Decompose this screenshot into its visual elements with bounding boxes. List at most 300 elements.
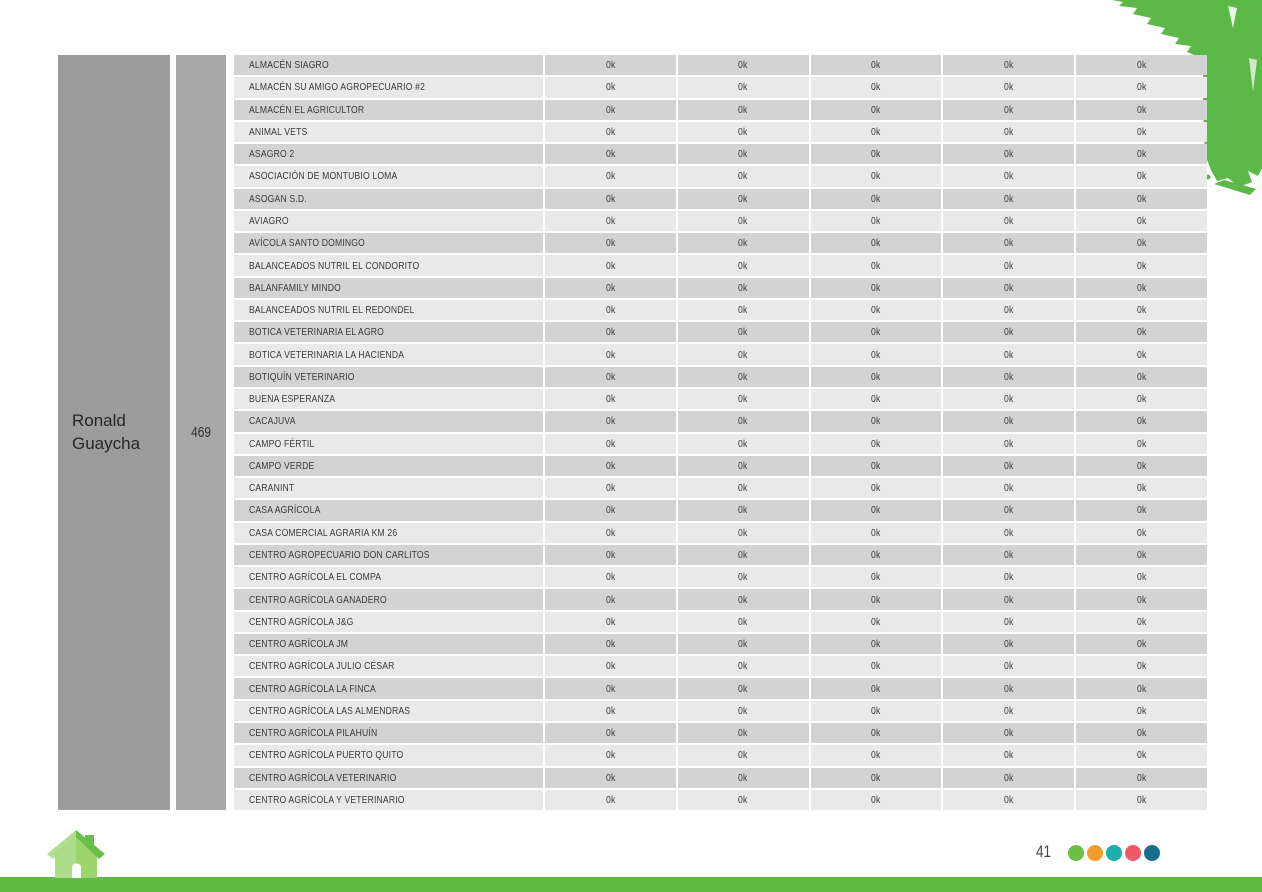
value-cell <box>943 589 1074 609</box>
value-text: 0k <box>1004 103 1014 116</box>
value-text: 0k <box>605 482 616 495</box>
value-cell <box>811 745 942 765</box>
value-cell <box>545 589 676 609</box>
table-row <box>234 612 1207 632</box>
value-text: 0k <box>738 704 748 717</box>
value-cell <box>811 678 942 698</box>
value-text: 0k <box>871 749 881 762</box>
value-cell <box>811 656 942 676</box>
value-cell <box>811 634 942 654</box>
store-name: ALMACÉN EL AGRICULTOR <box>249 103 365 116</box>
value-cell <box>1076 612 1207 632</box>
value-text: 0k <box>871 727 881 740</box>
value-cell <box>678 100 809 120</box>
value-text: 0k <box>738 281 748 294</box>
value-cell <box>1076 745 1207 765</box>
value-text: 0k <box>1136 59 1147 72</box>
value-text: 0k <box>1136 638 1147 651</box>
page-dot-icon <box>1068 845 1084 861</box>
page-dot-icon <box>1125 845 1141 861</box>
value-cell <box>1076 478 1207 498</box>
value-text: 0k <box>1136 615 1147 628</box>
value-text: 0k <box>871 170 881 183</box>
table-row <box>234 790 1207 810</box>
value-cell <box>545 434 676 454</box>
value-text: 0k <box>1004 526 1014 539</box>
value-text: 0k <box>605 793 616 806</box>
value-text: 0k <box>605 437 616 450</box>
value-cell <box>943 567 1074 587</box>
value-cell <box>545 478 676 498</box>
value-cell <box>811 478 942 498</box>
value-cell <box>545 634 676 654</box>
value-cell <box>1076 678 1207 698</box>
store-name-cell <box>234 790 543 810</box>
value-cell <box>545 211 676 231</box>
value-text: 0k <box>871 259 881 272</box>
table-row <box>234 411 1207 431</box>
value-cell <box>545 411 676 431</box>
store-name-cell <box>234 322 543 342</box>
store-name-cell <box>234 278 543 298</box>
table-row <box>234 189 1207 209</box>
value-text: 0k <box>1136 326 1147 339</box>
value-text: 0k <box>605 192 616 205</box>
value-text: 0k <box>871 526 881 539</box>
value-text: 0k <box>738 793 748 806</box>
table-row <box>234 144 1207 164</box>
value-text: 0k <box>605 638 616 651</box>
value-text: 0k <box>1004 660 1014 673</box>
store-name: CARANINT <box>249 482 295 495</box>
value-cell <box>1076 100 1207 120</box>
store-name: CENTRO AGRÍCOLA JULIO CÉSAR <box>249 660 395 673</box>
page-dot-icon <box>1106 845 1122 861</box>
value-text: 0k <box>605 393 616 406</box>
value-cell <box>678 278 809 298</box>
value-text: 0k <box>738 660 748 673</box>
value-text: 0k <box>605 370 616 383</box>
value-text: 0k <box>738 638 748 651</box>
value-text: 0k <box>1136 727 1147 740</box>
value-cell <box>1076 500 1207 520</box>
value-text: 0k <box>738 214 748 227</box>
store-name-cell <box>234 434 543 454</box>
value-text: 0k <box>605 727 616 740</box>
value-cell <box>943 456 1074 476</box>
table-row <box>234 589 1207 609</box>
store-name-cell <box>234 612 543 632</box>
value-cell <box>943 745 1074 765</box>
store-name-cell <box>234 545 543 565</box>
value-cell <box>1076 656 1207 676</box>
store-name-cell <box>234 701 543 721</box>
value-text: 0k <box>1004 482 1014 495</box>
value-cell <box>678 344 809 364</box>
coverage-table <box>58 55 1207 810</box>
value-text: 0k <box>1004 192 1014 205</box>
value-text: 0k <box>1136 214 1147 227</box>
store-name-cell <box>234 233 543 253</box>
value-text: 0k <box>738 437 748 450</box>
value-text: 0k <box>1136 504 1147 517</box>
value-cell <box>1076 567 1207 587</box>
value-text: 0k <box>1004 281 1014 294</box>
value-cell <box>943 144 1074 164</box>
store-name-cell <box>234 634 543 654</box>
value-cell <box>811 790 942 810</box>
value-text: 0k <box>605 504 616 517</box>
value-text: 0k <box>1004 793 1014 806</box>
value-text: 0k <box>871 370 881 383</box>
table-row <box>234 478 1207 498</box>
value-cell <box>678 411 809 431</box>
value-text: 0k <box>1136 170 1147 183</box>
value-text: 0k <box>605 749 616 762</box>
store-name: CENTRO AGRÍCOLA EL COMPA <box>249 571 382 584</box>
value-text: 0k <box>1004 548 1014 561</box>
value-text: 0k <box>1004 259 1014 272</box>
table-row <box>234 523 1207 543</box>
value-cell <box>1076 122 1207 142</box>
table-row <box>234 545 1207 565</box>
table-row <box>234 567 1207 587</box>
table-row <box>234 100 1207 120</box>
table-row <box>234 456 1207 476</box>
value-text: 0k <box>605 415 616 428</box>
store-name: ASAGRO 2 <box>249 148 295 161</box>
store-name: CENTRO AGRÍCOLA Y VETERINARIO <box>249 793 405 806</box>
value-text: 0k <box>1136 304 1147 317</box>
value-text: 0k <box>605 526 616 539</box>
table-row <box>234 278 1207 298</box>
value-text: 0k <box>605 348 616 361</box>
value-text: 0k <box>738 237 748 250</box>
store-name-cell <box>234 456 543 476</box>
value-cell <box>943 545 1074 565</box>
value-text: 0k <box>871 326 881 339</box>
value-text: 0k <box>871 660 881 673</box>
value-cell <box>545 612 676 632</box>
value-text: 0k <box>1136 548 1147 561</box>
value-cell <box>811 723 942 743</box>
value-text: 0k <box>738 326 748 339</box>
value-text: 0k <box>605 548 616 561</box>
value-cell <box>545 322 676 342</box>
value-text: 0k <box>1136 393 1147 406</box>
value-text: 0k <box>1136 593 1147 606</box>
store-name: CENTRO AGRÍCOLA JM <box>249 638 349 651</box>
value-text: 0k <box>1004 749 1014 762</box>
value-text: 0k <box>605 214 616 227</box>
table-row <box>234 768 1207 788</box>
value-cell <box>811 122 942 142</box>
value-text: 0k <box>871 593 881 606</box>
value-text: 0k <box>871 214 881 227</box>
value-cell <box>1076 166 1207 186</box>
value-text: 0k <box>605 59 616 72</box>
value-text: 0k <box>738 192 748 205</box>
value-cell <box>545 523 676 543</box>
value-cell <box>943 678 1074 698</box>
table-row <box>234 233 1207 253</box>
value-cell <box>545 656 676 676</box>
value-text: 0k <box>871 482 881 495</box>
store-name-cell <box>234 77 543 97</box>
store-name-cell <box>234 189 543 209</box>
value-text: 0k <box>605 459 616 472</box>
table-row <box>234 367 1207 387</box>
value-cell <box>943 656 1074 676</box>
value-text: 0k <box>1004 415 1014 428</box>
store-name-cell <box>234 723 543 743</box>
store-name: BOTICA VETERINARIA LA HACIENDA <box>249 348 405 361</box>
store-name: CASA AGRÍCOLA <box>249 504 321 517</box>
value-cell <box>811 701 942 721</box>
value-text: 0k <box>1136 259 1147 272</box>
value-text: 0k <box>1136 660 1147 673</box>
store-name-cell <box>234 589 543 609</box>
store-name: ASOCIACIÓN DE MONTUBIO LOMA <box>249 170 398 183</box>
value-cell <box>943 500 1074 520</box>
value-text: 0k <box>738 393 748 406</box>
store-rows <box>234 55 1207 810</box>
value-cell <box>811 768 942 788</box>
value-cell <box>811 589 942 609</box>
value-text: 0k <box>738 81 748 94</box>
store-name-cell <box>234 745 543 765</box>
value-cell <box>943 189 1074 209</box>
value-text: 0k <box>605 704 616 717</box>
group-count: 469 <box>191 424 211 441</box>
value-cell <box>678 589 809 609</box>
value-cell <box>1076 300 1207 320</box>
value-text: 0k <box>871 638 881 651</box>
value-text: 0k <box>871 237 881 250</box>
value-cell <box>1076 344 1207 364</box>
value-cell <box>678 634 809 654</box>
value-text: 0k <box>738 504 748 517</box>
table-row <box>234 55 1207 75</box>
value-text: 0k <box>1004 437 1014 450</box>
value-cell <box>943 389 1074 409</box>
value-cell <box>678 790 809 810</box>
value-cell <box>1076 589 1207 609</box>
value-text: 0k <box>738 771 748 784</box>
value-cell <box>1076 189 1207 209</box>
value-cell <box>943 278 1074 298</box>
store-name: ANIMAL VETS <box>249 125 308 138</box>
store-name-cell <box>234 122 543 142</box>
value-cell <box>811 144 942 164</box>
value-cell <box>1076 434 1207 454</box>
value-text: 0k <box>871 103 881 116</box>
value-cell <box>545 768 676 788</box>
value-text: 0k <box>1004 571 1014 584</box>
value-text: 0k <box>1004 59 1014 72</box>
store-name-cell <box>234 768 543 788</box>
value-text: 0k <box>1136 749 1147 762</box>
table-row <box>234 166 1207 186</box>
value-cell <box>1076 55 1207 75</box>
value-cell <box>811 55 942 75</box>
group-name: Ronald Guaycha <box>72 411 141 453</box>
value-cell <box>943 768 1074 788</box>
value-text: 0k <box>871 192 881 205</box>
value-cell <box>943 300 1074 320</box>
store-name: BALANFAMILY MINDO <box>249 281 341 294</box>
value-cell <box>811 211 942 231</box>
store-name: CAMPO VERDE <box>249 459 315 472</box>
value-text: 0k <box>1004 237 1014 250</box>
value-text: 0k <box>738 304 748 317</box>
value-cell <box>943 367 1074 387</box>
value-cell <box>545 100 676 120</box>
value-text: 0k <box>605 170 616 183</box>
value-cell <box>1076 322 1207 342</box>
footer-dots <box>1068 845 1160 861</box>
value-text: 0k <box>871 304 881 317</box>
store-name: BALANCEADOS NUTRIL EL CONDORITO <box>249 259 420 272</box>
store-name-cell <box>234 656 543 676</box>
value-cell <box>811 278 942 298</box>
value-cell <box>545 233 676 253</box>
value-cell <box>1076 634 1207 654</box>
value-cell <box>943 701 1074 721</box>
value-cell <box>943 344 1074 364</box>
value-cell <box>811 411 942 431</box>
value-text: 0k <box>605 615 616 628</box>
table-row <box>234 701 1207 721</box>
value-cell <box>811 300 942 320</box>
value-cell <box>943 77 1074 97</box>
value-text: 0k <box>871 281 881 294</box>
value-cell <box>811 367 942 387</box>
group-name-cell <box>58 55 170 810</box>
value-cell <box>678 166 809 186</box>
value-cell <box>1076 211 1207 231</box>
value-cell <box>943 211 1074 231</box>
value-cell <box>1076 233 1207 253</box>
value-text: 0k <box>871 704 881 717</box>
value-cell <box>943 411 1074 431</box>
value-text: 0k <box>1004 615 1014 628</box>
value-text: 0k <box>1004 125 1014 138</box>
value-text: 0k <box>738 348 748 361</box>
value-text: 0k <box>871 148 881 161</box>
value-cell <box>811 434 942 454</box>
value-cell <box>545 344 676 364</box>
value-cell <box>678 211 809 231</box>
value-text: 0k <box>1004 504 1014 517</box>
value-text: 0k <box>871 393 881 406</box>
value-cell <box>1076 144 1207 164</box>
value-cell <box>545 367 676 387</box>
table-row <box>234 656 1207 676</box>
value-cell <box>1076 768 1207 788</box>
store-name: CENTRO AGRÍCOLA PILAHUÍN <box>249 727 378 740</box>
value-text: 0k <box>738 125 748 138</box>
value-text: 0k <box>738 615 748 628</box>
value-text: 0k <box>871 125 881 138</box>
value-text: 0k <box>871 415 881 428</box>
value-cell <box>1076 456 1207 476</box>
value-cell <box>1076 77 1207 97</box>
table-row <box>234 77 1207 97</box>
value-text: 0k <box>605 682 616 695</box>
value-text: 0k <box>1136 103 1147 116</box>
value-cell <box>678 545 809 565</box>
value-text: 0k <box>605 326 616 339</box>
value-cell <box>545 723 676 743</box>
value-text: 0k <box>1136 237 1147 250</box>
value-text: 0k <box>605 125 616 138</box>
store-name-cell <box>234 523 543 543</box>
value-cell <box>545 567 676 587</box>
value-text: 0k <box>871 615 881 628</box>
value-cell <box>811 612 942 632</box>
value-text: 0k <box>1136 281 1147 294</box>
value-cell <box>678 656 809 676</box>
value-cell <box>678 322 809 342</box>
value-cell <box>811 545 942 565</box>
store-name: AVÍCOLA SANTO DOMINGO <box>249 237 366 250</box>
table-row <box>234 723 1207 743</box>
store-name: BUENA ESPERANZA <box>249 393 336 406</box>
table-row <box>234 122 1207 142</box>
table-row <box>234 255 1207 275</box>
store-name: CASA COMERCIAL AGRARIA KM 26 <box>249 526 398 539</box>
value-text: 0k <box>1004 638 1014 651</box>
value-cell <box>545 678 676 698</box>
value-text: 0k <box>1004 682 1014 695</box>
value-text: 0k <box>1136 125 1147 138</box>
value-text: 0k <box>738 459 748 472</box>
value-text: 0k <box>605 771 616 784</box>
store-name-cell <box>234 678 543 698</box>
value-text: 0k <box>1004 81 1014 94</box>
store-name: CAMPO FÉRTIL <box>249 437 315 450</box>
value-text: 0k <box>1136 148 1147 161</box>
value-cell <box>545 122 676 142</box>
value-text: 0k <box>738 370 748 383</box>
value-text: 0k <box>738 571 748 584</box>
value-text: 0k <box>1136 682 1147 695</box>
store-name-cell <box>234 255 543 275</box>
table-row <box>234 344 1207 364</box>
value-cell <box>811 456 942 476</box>
value-cell <box>678 567 809 587</box>
value-cell <box>545 545 676 565</box>
value-text: 0k <box>1004 348 1014 361</box>
value-cell <box>545 278 676 298</box>
value-cell <box>678 768 809 788</box>
value-cell <box>943 322 1074 342</box>
value-cell <box>545 189 676 209</box>
value-text: 0k <box>1004 304 1014 317</box>
value-cell <box>545 500 676 520</box>
value-text: 0k <box>1004 771 1014 784</box>
value-text: 0k <box>605 281 616 294</box>
value-text: 0k <box>1004 148 1014 161</box>
value-text: 0k <box>605 593 616 606</box>
store-name: ALMACÉN SU AMIGO AGROPECUARIO #2 <box>249 81 426 94</box>
store-name: AVIAGRO <box>249 214 289 227</box>
store-name: ASOGAN S.D. <box>249 192 307 205</box>
value-cell <box>943 166 1074 186</box>
value-text: 0k <box>871 682 881 695</box>
value-cell <box>1076 255 1207 275</box>
